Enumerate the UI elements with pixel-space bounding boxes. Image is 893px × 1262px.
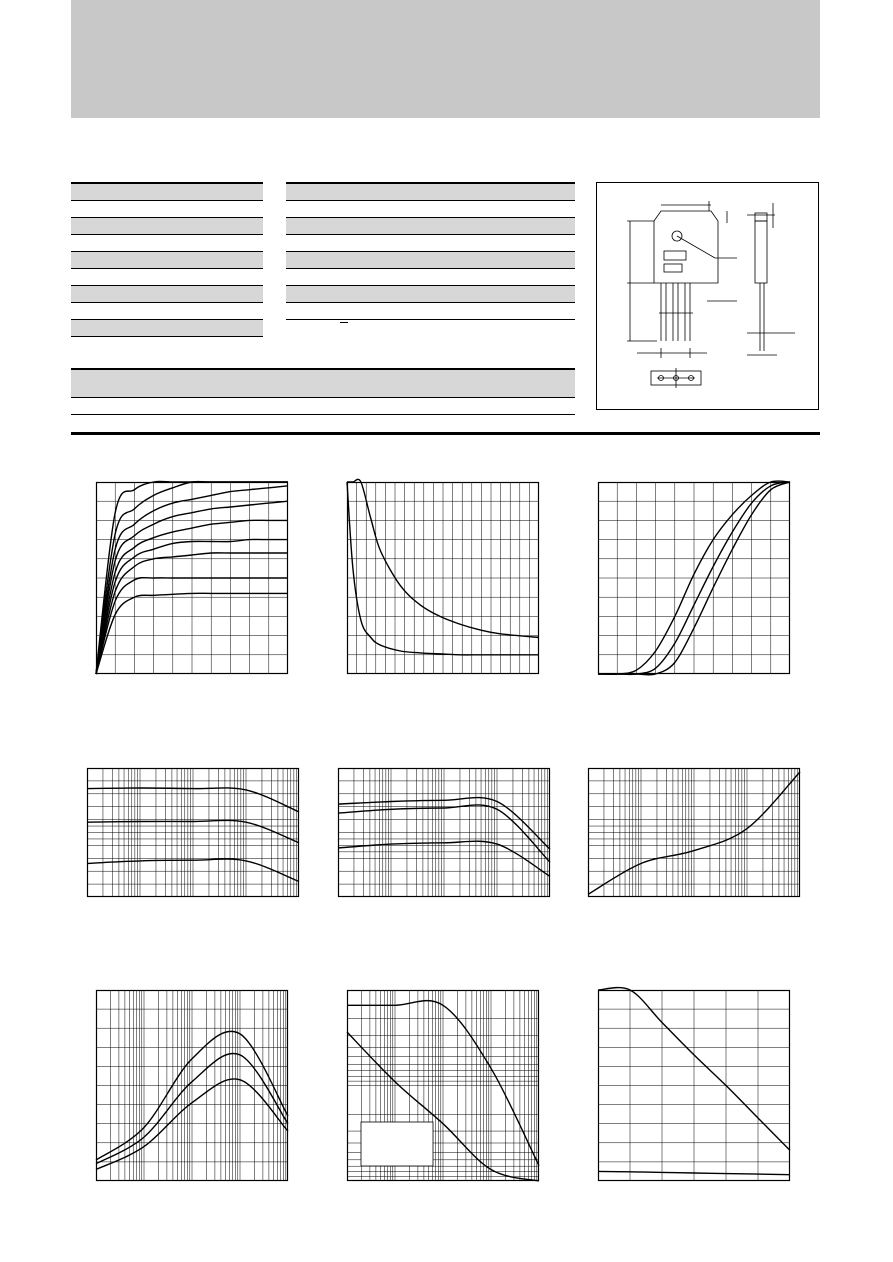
chart-4 [87, 768, 299, 897]
chart-5 [338, 768, 550, 897]
chart-gridlines [588, 768, 800, 897]
chart-gridlines [338, 768, 550, 897]
chart-9 [598, 990, 790, 1181]
chart-2 [347, 482, 539, 674]
chart-gridlines [598, 482, 790, 674]
chart-8 [347, 990, 539, 1181]
chart-3 [598, 482, 790, 674]
header-band [71, 0, 820, 118]
legend-box [361, 1122, 433, 1166]
rating-table-right [286, 182, 575, 320]
chart-gridlines [598, 990, 790, 1181]
package-outline-drawing [597, 183, 820, 411]
section-divider [71, 432, 820, 435]
chart-1 [96, 482, 288, 674]
rating-table-left [71, 182, 263, 337]
chart-gridlines [96, 990, 288, 1181]
classification-table [71, 368, 575, 415]
chart-gridlines [87, 768, 299, 897]
chart-6 [588, 768, 800, 897]
package-outline-box [596, 182, 819, 410]
overline-mark [340, 322, 348, 323]
chart-7 [96, 990, 288, 1181]
chart-gridlines [347, 482, 539, 674]
